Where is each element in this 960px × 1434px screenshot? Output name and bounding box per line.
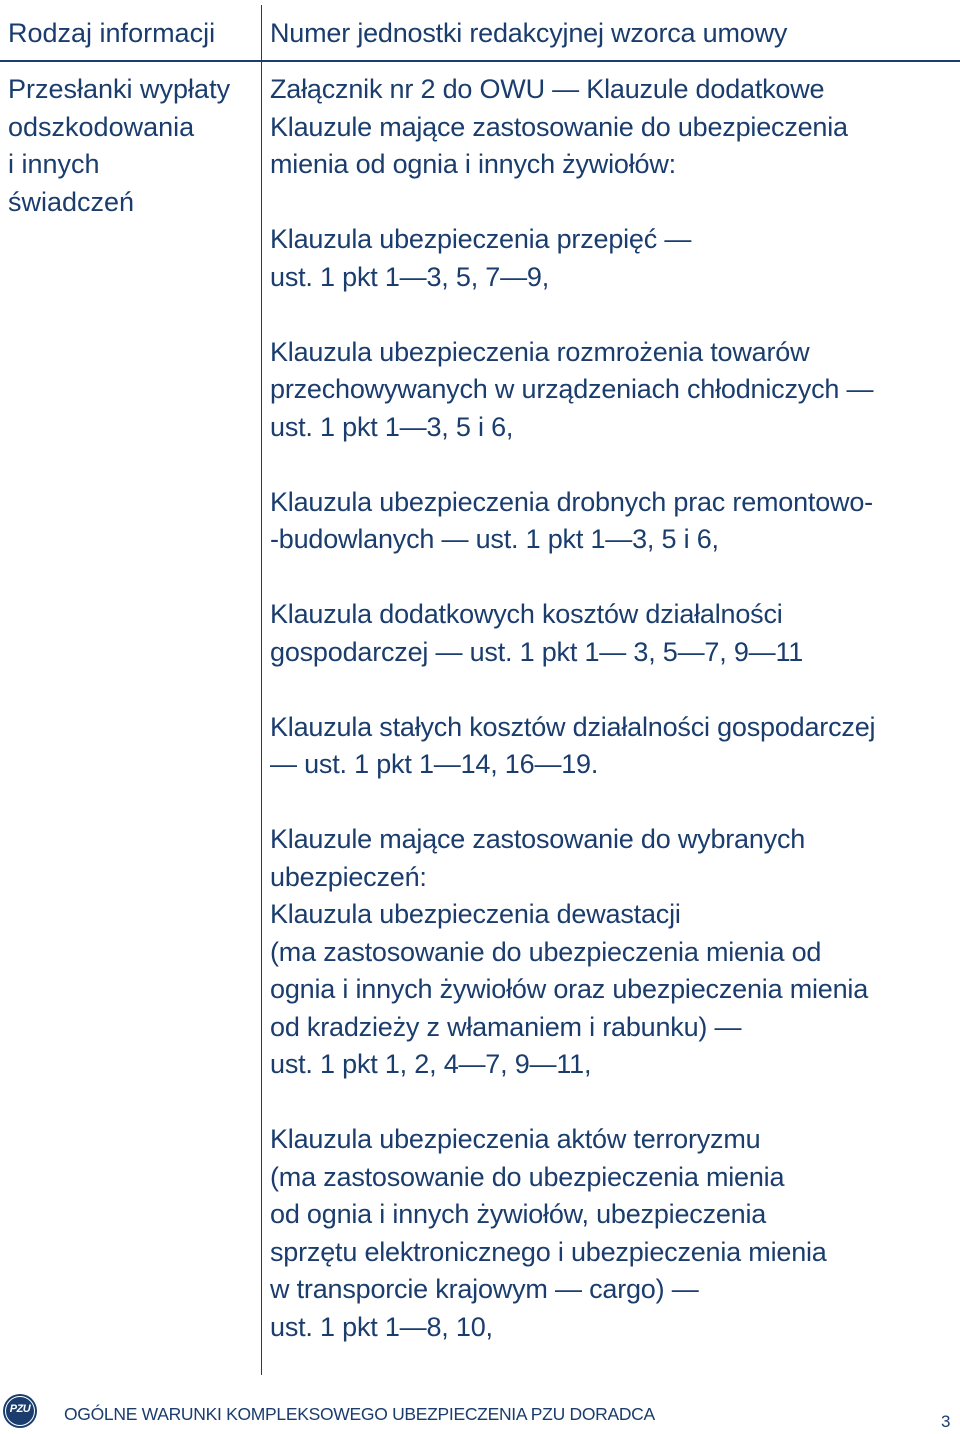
text-line: Klauzula ubezpieczenia dewastacji xyxy=(270,899,681,929)
text-line: Klauzula dodatkowych kosztów działalności xyxy=(270,599,783,629)
text-line: mienia od ognia i innych żywiołów: xyxy=(270,149,676,179)
info-type-line: świadczeń xyxy=(8,186,135,217)
clause-additional-costs xyxy=(270,596,950,671)
text-line: od ognia i innych żywiołów, ubezpieczenia xyxy=(270,1199,767,1229)
text-line: -budowlanych — ust. 1 pkt 1—3, 5 i 6, xyxy=(270,524,719,554)
text-line: Klauzula stałych kosztów działalności gospodarczej xyxy=(270,711,876,742)
text-line: Klauzula ubezpieczenia przepięć — xyxy=(270,224,692,254)
text-line: (ma zastosowanie do ubezpieczenia mienia xyxy=(270,1161,785,1192)
text-line: Klauzule mające zastosowanie do ubezpieczenia xyxy=(270,111,848,142)
table-header-row xyxy=(0,0,960,62)
text-line: ubezpieczeń: xyxy=(270,861,427,892)
page-number: 3 xyxy=(941,1412,951,1431)
text-line: Klauzule mające zastosowanie do wybranych xyxy=(270,824,806,854)
text-line: sprzętu elektronicznego i ubezpieczenia mienia xyxy=(270,1236,827,1267)
page-footer xyxy=(0,1390,960,1430)
header-left-cell: Rodzaj informacji xyxy=(8,18,216,48)
text-line: ognia i innych żywiołów oraz ubezpieczenia mienia xyxy=(270,974,869,1004)
footer-title: OGÓLNE WARUNKI KOMPLEKSOWEGO UBEZPIECZENIA PZU DORADCA xyxy=(64,1404,655,1424)
clause-defrosting xyxy=(270,334,950,447)
text-line: ust. 1 pkt 1—8, 10, xyxy=(270,1311,493,1342)
info-type-line: i innych xyxy=(8,149,100,179)
attachment-title: Załącznik nr 2 do OWU — Klauzule dodatkowe xyxy=(270,74,825,104)
column-divider xyxy=(261,5,262,1375)
text-line: przechowywanych w urządzeniach chłodniczych — xyxy=(270,374,874,404)
pzu-logo-icon xyxy=(3,1394,37,1428)
clause-terrorism xyxy=(270,1121,950,1346)
clause-fixed-costs xyxy=(270,709,950,784)
text-line: — ust. 1 pkt 1—14, 16—19. xyxy=(270,749,599,779)
text-line: ust. 1 pkt 1—3, 5 i 6, xyxy=(270,411,514,442)
text-line: (ma zastosowanie do ubezpieczenia mienia od xyxy=(270,936,822,967)
text-line: od kradzieży z włamaniem i rabunku) — xyxy=(270,1011,742,1042)
text-line: Klauzula ubezpieczenia aktów terroryzmu xyxy=(270,1124,761,1154)
clause-minor-construction xyxy=(270,484,950,559)
info-type-line: Przesłanki wypłaty xyxy=(8,74,231,104)
text-line: gospodarczej — ust. 1 pkt 1— 3, 5—7, 9—11 xyxy=(270,636,804,667)
clause-overvoltage xyxy=(270,221,950,296)
text-line: Klauzula ubezpieczenia rozmrożenia towarów xyxy=(270,336,810,367)
text-line: w transporcie krajowym — cargo) — xyxy=(270,1274,699,1304)
text-line: ust. 1 pkt 1, 2, 4—7, 9—11, xyxy=(270,1049,592,1079)
header-divider xyxy=(0,60,960,62)
clause-vandalism xyxy=(270,821,950,1084)
text-line: ust. 1 pkt 1—3, 5, 7—9, xyxy=(270,261,550,292)
logo-text: PZU xyxy=(9,1403,31,1415)
info-type-line: odszkodowania xyxy=(8,111,195,142)
header-right-cell: Numer jednostki redakcyjnej wzorca umowy xyxy=(270,18,788,48)
text-line: Klauzula ubezpieczenia drobnych prac remontowo- xyxy=(270,486,873,517)
fire-clauses-heading xyxy=(270,109,950,184)
info-type-cell xyxy=(8,71,258,221)
clauses-cell xyxy=(270,71,950,1346)
